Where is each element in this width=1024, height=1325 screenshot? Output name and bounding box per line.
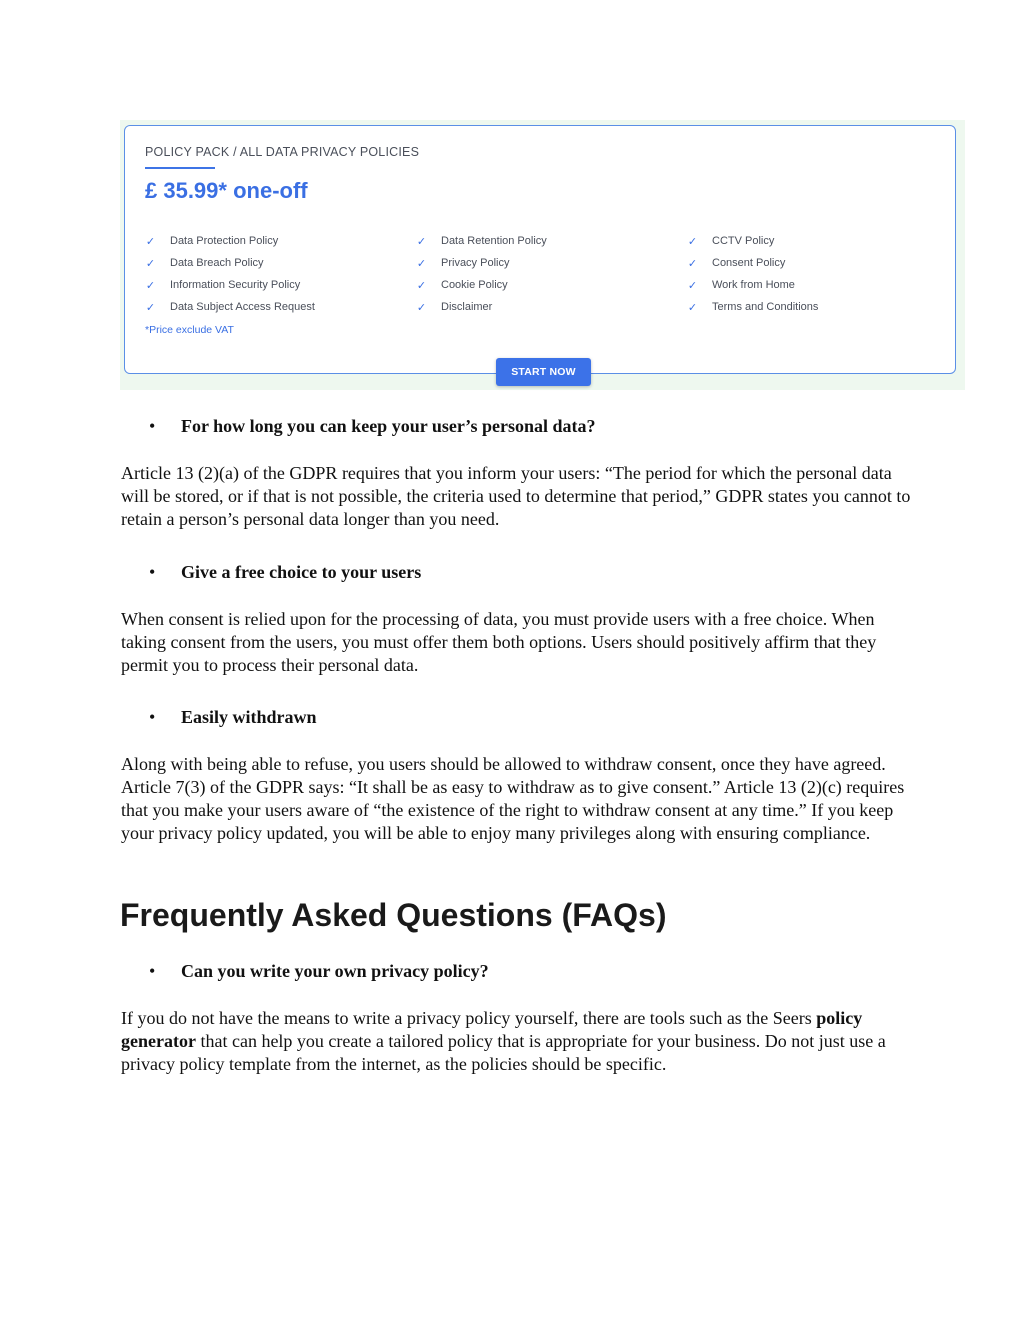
withdraw-heading bbox=[149, 707, 317, 728]
feature-label: Information Security Policy bbox=[170, 279, 301, 291]
feature-item bbox=[145, 274, 416, 296]
feature-item bbox=[416, 252, 687, 274]
choice-paragraph: When consent is relied upon for the processing of data, you must provide users with a free choice. When taking consent from the users, you must offer them both options. Users should positively affirm that they permit you to process their personal data. bbox=[121, 609, 877, 675]
pack-title: POLICY PACK / ALL DATA PRIVACY POLICIES bbox=[145, 145, 420, 159]
check-icon: ✓ bbox=[145, 301, 156, 314]
check-icon: ✓ bbox=[145, 235, 156, 248]
faq-heading: Frequently Asked Questions (FAQs) bbox=[120, 897, 667, 933]
feature-label: Data Breach Policy bbox=[170, 257, 264, 269]
faq-question-1-text: Can you write your own privacy policy? bbox=[181, 961, 489, 981]
bullet-icon: • bbox=[149, 707, 156, 727]
feature-label: Work from Home bbox=[712, 279, 795, 291]
feature-label: Terms and Conditions bbox=[712, 301, 819, 313]
choice-heading bbox=[149, 562, 421, 583]
check-icon: ✓ bbox=[687, 279, 698, 292]
bullet-icon: • bbox=[149, 416, 156, 436]
pack-title-underline bbox=[145, 167, 215, 169]
feature-label: Disclaimer bbox=[441, 301, 493, 313]
feature-label: Data Retention Policy bbox=[441, 235, 547, 247]
retention-heading-text: For how long you can keep your user’s personal data? bbox=[181, 416, 596, 436]
feature-item bbox=[687, 230, 935, 252]
feature-item bbox=[416, 274, 687, 296]
faq-answer-1 bbox=[121, 1007, 911, 1076]
check-icon: ✓ bbox=[416, 279, 427, 292]
check-icon: ✓ bbox=[687, 301, 698, 314]
check-icon: ✓ bbox=[145, 257, 156, 270]
vat-note: *Price exclude VAT bbox=[145, 324, 234, 336]
check-icon: ✓ bbox=[687, 235, 698, 248]
faq-question-1 bbox=[149, 961, 489, 982]
feature-label: Data Subject Access Request bbox=[170, 301, 315, 313]
feature-label: CCTV Policy bbox=[712, 235, 775, 247]
feature-item bbox=[145, 296, 416, 318]
bullet-icon: • bbox=[149, 961, 156, 981]
faq-answer-1-part-1: If you do not have the means to write a privacy policy yourself, there are tools such as the Seers bbox=[121, 1008, 817, 1028]
feature-item bbox=[145, 230, 416, 252]
feature-item bbox=[416, 230, 687, 252]
choice-heading-text: Give a free choice to your users bbox=[181, 562, 422, 582]
check-icon: ✓ bbox=[416, 235, 427, 248]
withdraw-paragraph: Along with being able to refuse, you users should be allowed to withdraw consent, once they have agreed. Article 7(3) of the GDPR says: “It shall be as easy to withdraw as to give consent.” Article 13 (2)(c) requires that you make your users aware of “the existence of the right to withdraw consent at any time.” If you keep your privacy policy updated, you will be able to enjoy many privileges along with ensuring compliance. bbox=[121, 754, 905, 843]
feature-label: Privacy Policy bbox=[441, 257, 510, 269]
check-icon: ✓ bbox=[416, 301, 427, 314]
feature-item bbox=[687, 252, 935, 274]
bullet-icon: • bbox=[149, 562, 156, 582]
policy-generator-link: policy generator bbox=[121, 1008, 863, 1051]
policy-pack-banner bbox=[120, 120, 965, 390]
retention-paragraph: Article 13 (2)(a) of the GDPR requires that you inform your users: “The period for which the personal data will be stored, or if that is not possible, the criteria used to determine that period,” GDPR states you cannot to retain a person’s personal data longer than you need. bbox=[121, 463, 911, 529]
pack-price: £ 35.99* one-off bbox=[145, 178, 308, 203]
feature-list bbox=[145, 230, 935, 318]
check-icon: ✓ bbox=[416, 257, 427, 270]
feature-label: Consent Policy bbox=[712, 257, 786, 269]
policy-pack-card bbox=[124, 125, 956, 378]
check-icon: ✓ bbox=[145, 279, 156, 292]
feature-item bbox=[416, 296, 687, 318]
start-now-button[interactable]: START NOW bbox=[496, 358, 591, 386]
feature-item bbox=[145, 252, 416, 274]
withdraw-heading-text: Easily withdrawn bbox=[181, 707, 317, 727]
retention-heading bbox=[149, 416, 596, 437]
feature-item bbox=[687, 296, 935, 318]
faq-answer-1-part-2: that can help you create a tailored policy that is appropriate for your business. Do not just use a privacy policy template from the internet, as the policies should be specific. bbox=[121, 1031, 886, 1074]
feature-item bbox=[687, 274, 935, 296]
feature-label: Cookie Policy bbox=[441, 279, 508, 291]
check-icon: ✓ bbox=[687, 257, 698, 270]
feature-label: Data Protection Policy bbox=[170, 235, 279, 247]
